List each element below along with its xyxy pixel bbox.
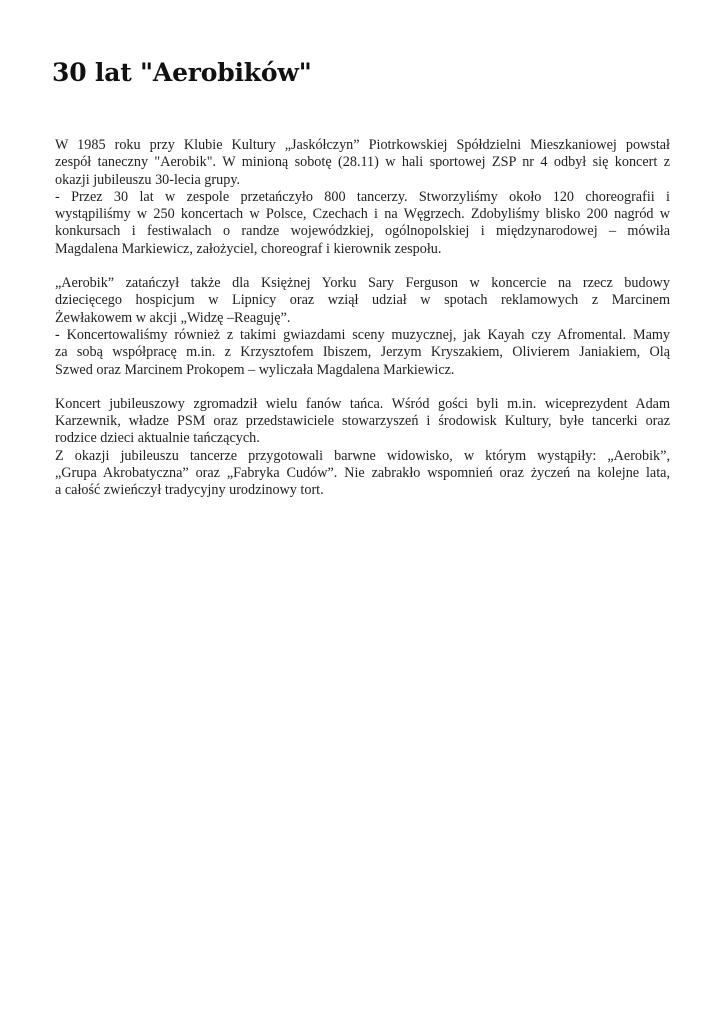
text-line: konkursach i festiwalach o randze wojewódzkiej, ogólnopolskiej i międzynarodowej – mówiła: [55, 223, 670, 240]
article-body: [55, 137, 670, 517]
text-line: Magdalena Markiewicz, założyciel, choreograf i kierownik zespołu.: [55, 240, 442, 257]
text-line: Żewłakowem w akcji „Widzę –Reaguję”.: [55, 309, 291, 326]
article-title: 30 lat "Aerobików": [52, 58, 312, 87]
text-line: wystąpiliśmy w 250 koncertach w Polsce, Czechach i na Węgrzech. Zdobyliśmy blisko 200 nagród w: [55, 206, 670, 223]
text-line: Karzewnik, władze PSM oraz przedstawiciele stowarzyszeń i środowisk Kultury, byłe tancerki oraz: [55, 413, 670, 430]
paragraph-2: [55, 275, 670, 379]
paragraph-1: [55, 137, 670, 258]
text-line: Szwed oraz Marcinem Prokopem – wyliczała Magdalena Markiewicz.: [55, 361, 455, 378]
text-line: zespół taneczny "Aerobik". W minioną sobotę (28.11) w hali sportowej ZSP nr 4 odbył się koncert z: [55, 154, 670, 171]
text-line: Koncert jubileuszowy zgromadził wielu fanów tańca. Wśród gości byli m.in. wiceprezydent Adam: [55, 395, 670, 412]
text-line: okazji jubileuszu 30-lecia grupy.: [55, 171, 241, 188]
text-line: - Przez 30 lat w zespole przetańczyło 800 tancerzy. Stworzyliśmy około 120 choreografii i: [55, 188, 670, 205]
text-line: W 1985 roku przy Klubie Kultury „Jaskółczyn” Piotrkowskiej Spółdzielni Mieszkaniowej powstał: [55, 137, 670, 153]
text-line: „Aerobik” zatańczył także dla Księżnej Yorku Sary Ferguson w koncercie na rzecz budowy: [55, 275, 670, 292]
text-line: dziecięcego hospicjum w Lipnicy oraz wziął udział w spotach reklamowych z Marcinem: [55, 292, 670, 309]
text-line: za sobą współpracę m.in. z Krzysztofem Ibiszem, Jerzym Kryszakiem, Olivierem Janiakiem, Olą: [55, 344, 670, 361]
text-line: a całość zwieńczył tradycyjny urodzinowy tort.: [55, 482, 324, 499]
text-line: Z okazji jubileuszu tancerze przygotowali barwne widowisko, w którym wystąpiły: „Aerobik”,: [55, 447, 670, 464]
paragraph-3: [55, 396, 670, 500]
text-line: rodzice dzieci aktualnie tańczących.: [55, 430, 260, 447]
text-line: „Grupa Akrobatyczna” oraz „Fabryka Cudów”. Nie zabrakło wspomnień oraz życzeń na kolejne lata,: [55, 465, 670, 482]
text-line: - Koncertowaliśmy również z takimi gwiazdami sceny muzycznej, jak Kayah czy Afromental. Mamy: [55, 326, 670, 343]
